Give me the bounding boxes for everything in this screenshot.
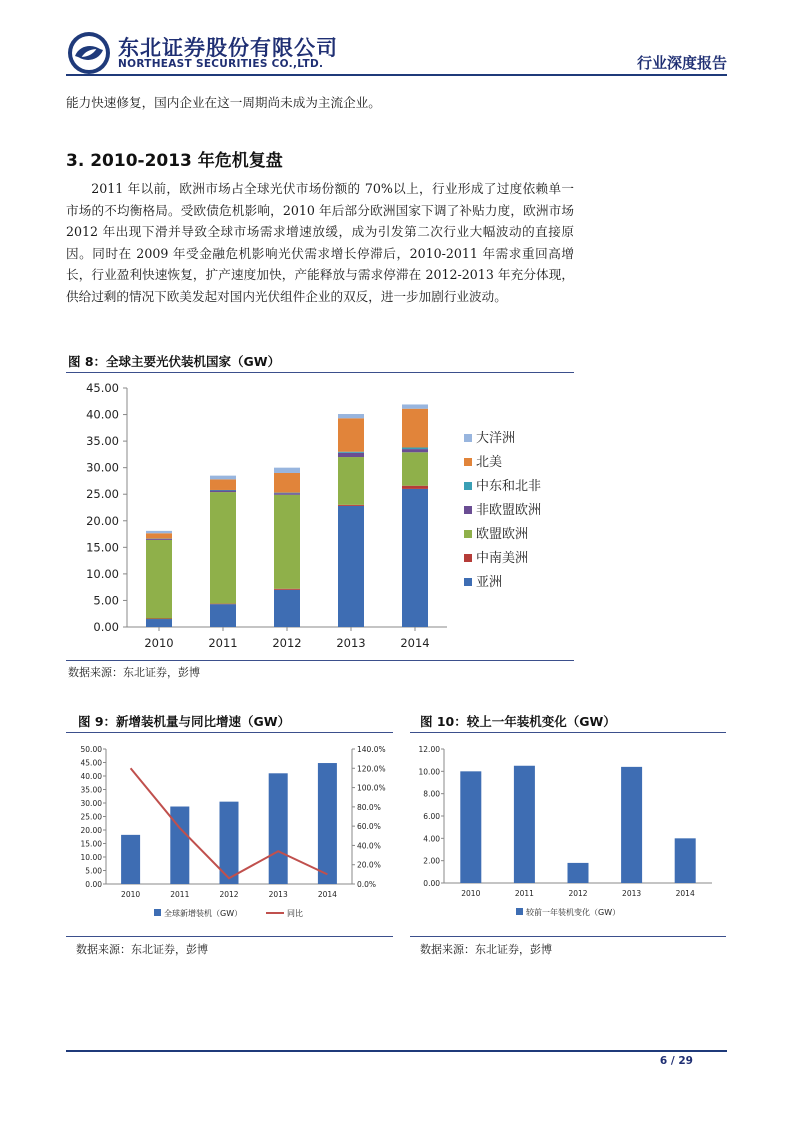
fig8-ytick-label: 30.00 xyxy=(86,460,119,475)
fig8-legend-label: 亚洲 xyxy=(476,575,503,590)
fig10-xtick-label: 2013 xyxy=(622,889,642,898)
fig10-xtick-label: 2014 xyxy=(675,889,695,898)
fig8-bar-segment xyxy=(146,533,172,538)
fig10-top-rule xyxy=(410,732,726,733)
fig8-ytick-label: 25.00 xyxy=(86,487,119,502)
fig8-bar-segment xyxy=(402,447,428,449)
page-number: 6 / 29 xyxy=(659,1055,693,1067)
fig9-bottom-rule xyxy=(66,936,393,937)
header-rule xyxy=(66,74,727,76)
fig9-bar xyxy=(318,763,337,884)
fig10-bar xyxy=(514,766,535,883)
fig9-y2tick-label: 0.0% xyxy=(357,880,377,889)
fig9-xtick-label: 2014 xyxy=(317,890,337,899)
fig9-ytick-label: 10.00 xyxy=(80,853,102,862)
fig9-ytick-label: 15.00 xyxy=(80,839,102,849)
fig10-xtick-label: 2011 xyxy=(514,889,534,898)
fig9-legend-label-bar: 全球新增装机（GW） xyxy=(164,909,243,918)
fig9-top-rule xyxy=(66,732,393,733)
fig8-legend-swatch xyxy=(464,530,472,538)
fig10-chart xyxy=(410,735,726,935)
fig9-xtick-label: 2011 xyxy=(170,890,190,899)
fig9-ytick-label: 20.00 xyxy=(80,826,102,835)
fig8-bar-segment xyxy=(274,590,300,627)
fig8-source: 数据来源：东北证券，彭博 xyxy=(68,666,200,679)
fig9-ytick-label: 50.00 xyxy=(80,745,102,754)
fig10-title: 图 10：较上一年装机变化（GW） xyxy=(420,714,616,729)
fig9-bar xyxy=(269,773,288,884)
fig9-ytick-label: 35.00 xyxy=(80,785,102,795)
fig8-ytick-label: 10.00 xyxy=(86,566,119,581)
fig8-legend-swatch xyxy=(464,482,472,490)
fig8-ytick-label: 5.00 xyxy=(93,593,119,608)
body-paragraph: 2011 年以前，欧洲市场占全球光伏市场份额的 70%以上，行业形成了过度依赖单一市场的不均衡格局。受欧债危机影响，2010 年后部分欧洲国家下调了补贴力度，欧洲市场 2012 年出现下滑并导致全球市场需求增速放缓，成为引发第二次行业大幅波动的直接原因。同时在 2009 年受金融危机影响光伏需求增长停滞后，2010-2011 年需求重回高增长，行业盈利快速恢复，扩产速度加快，产能释放与需求停滞在 2012-2013 年充分体现，供给过剩的情况下欧美发起对国内光伏组件企业的双反，进一步加剧行业波动。 xyxy=(66,181,574,304)
fig10-ytick-label: 10.00 xyxy=(418,767,440,777)
fig9-source: 数据来源：东北证券，彭博 xyxy=(76,943,208,956)
fig8-bar-segment xyxy=(210,604,236,605)
footer-rule xyxy=(66,1050,727,1052)
fig8-bar-segment xyxy=(274,589,300,590)
fig8-bar-segment xyxy=(338,414,364,418)
fig10-bar xyxy=(621,767,642,883)
company-logo xyxy=(66,30,112,76)
fig9-y2tick-label: 60.0% xyxy=(357,822,381,832)
fig8-bar-segment xyxy=(402,489,428,627)
fig8-xtick-label: 2011 xyxy=(208,636,238,650)
fig8-bar-segment xyxy=(402,409,428,448)
fig8-title: 图 8：全球主要光伏装机国家（GW） xyxy=(68,354,281,369)
fig8-bar-segment xyxy=(210,491,236,493)
fig10-ytick-label: 0.00 xyxy=(423,879,440,888)
fig8-xtick-label: 2010 xyxy=(144,636,174,650)
section-title: 3. 2010-2013 年危机复盘 xyxy=(66,151,283,171)
intro-line: 能力快速修复，国内企业在这一周期尚未成为主流企业。 xyxy=(66,95,381,110)
fig8-legend-swatch xyxy=(464,506,472,514)
fig9-ytick-label: 45.00 xyxy=(80,758,102,768)
fig8-chart xyxy=(66,374,574,658)
fig10-source: 数据来源：东北证券，彭博 xyxy=(420,943,552,956)
company-name-cn: 东北证券股份有限公司 xyxy=(118,36,338,60)
fig8-bar-segment xyxy=(274,493,300,495)
fig9-legend-swatch-bar xyxy=(154,909,161,916)
fig9-xtick-label: 2012 xyxy=(219,890,239,899)
fig10-ytick-label: 8.00 xyxy=(423,789,440,799)
fig10-ytick-label: 2.00 xyxy=(423,856,440,866)
fig8-bar-segment xyxy=(146,619,172,620)
fig9-ytick-label: 5.00 xyxy=(85,866,102,876)
fig8-legend-label: 中东和北非 xyxy=(476,479,542,494)
fig8-bar-segment xyxy=(146,531,172,533)
fig8-ytick-label: 45.00 xyxy=(86,381,119,395)
fig10-bar xyxy=(460,771,481,883)
fig8-bar-segment xyxy=(210,479,236,490)
fig10-xtick-label: 2010 xyxy=(461,889,481,898)
fig10-ytick-label: 12.00 xyxy=(418,745,440,754)
fig9-y2tick-label: 140.0% xyxy=(357,745,386,754)
fig9-bar xyxy=(121,835,140,884)
fig8-bar-segment xyxy=(210,490,236,491)
fig9-y2tick-label: 40.0% xyxy=(357,841,381,851)
fig8-bar-segment xyxy=(402,452,428,485)
fig8-bar-segment xyxy=(146,540,172,619)
fig8-top-rule xyxy=(66,372,574,373)
fig8-bar-segment xyxy=(402,486,428,489)
fig8-ytick-label: 15.00 xyxy=(86,540,119,555)
fig10-bar xyxy=(675,838,696,883)
fig10-legend-swatch xyxy=(516,908,523,915)
fig10-bar xyxy=(568,863,589,883)
fig8-legend-label: 大洋洲 xyxy=(476,431,516,446)
fig9-ytick-label: 40.00 xyxy=(80,772,102,781)
fig8-legend-swatch xyxy=(464,554,472,562)
fig10-bottom-rule xyxy=(410,936,726,937)
fig9-chart xyxy=(66,735,393,935)
fig8-bar-segment xyxy=(338,453,364,457)
fig8-legend-swatch xyxy=(464,578,472,586)
fig9-ytick-label: 30.00 xyxy=(80,799,102,808)
fig8-bar-segment xyxy=(274,495,300,589)
fig9-y2tick-label: 100.0% xyxy=(357,783,386,793)
fig9-y2tick-label: 20.0% xyxy=(357,860,381,870)
fig8-bottom-rule xyxy=(66,660,574,661)
fig9-xtick-label: 2013 xyxy=(268,890,288,899)
fig8-bar-segment xyxy=(146,619,172,627)
fig8-bar-segment xyxy=(210,492,236,604)
fig9-legend-label-line: 同比 xyxy=(287,909,303,918)
fig8-xtick-label: 2014 xyxy=(400,636,430,650)
fig9-xtick-label: 2010 xyxy=(121,890,141,899)
fig10-ytick-label: 6.00 xyxy=(423,812,440,821)
fig8-bar-segment xyxy=(338,457,364,505)
fig8-ytick-label: 20.00 xyxy=(86,513,119,528)
fig8-legend-label: 非欧盟欧洲 xyxy=(476,503,542,518)
fig8-legend-swatch xyxy=(464,434,472,442)
fig9-title: 图 9：新增装机量与同比增速（GW） xyxy=(78,714,291,729)
fig8-bar-segment xyxy=(274,473,300,493)
report-type: 行业深度报告 xyxy=(636,54,727,72)
fig8-bar-segment xyxy=(402,404,428,408)
fig8-bar-segment xyxy=(338,505,364,506)
fig8-ytick-label: 35.00 xyxy=(86,434,119,449)
fig8-bar-segment xyxy=(338,506,364,627)
fig9-ytick-label: 0.00 xyxy=(85,880,102,889)
fig8-xtick-label: 2013 xyxy=(336,636,366,650)
fig8-bar-segment xyxy=(402,449,428,452)
fig8-bar-segment xyxy=(210,476,236,480)
fig8-bar-segment xyxy=(338,418,364,451)
fig10-legend-label: 较前一年装机变化（GW） xyxy=(526,908,621,917)
fig9-y2tick-label: 120.0% xyxy=(357,764,386,774)
fig8-legend-label: 欧盟欧洲 xyxy=(476,527,529,542)
fig8-bar-segment xyxy=(210,604,236,627)
company-name-en: NORTHEAST SECURITIES CO.,LTD. xyxy=(118,58,324,70)
fig8-bar-segment xyxy=(146,539,172,540)
fig8-legend-swatch xyxy=(464,458,472,466)
fig8-bar-segment xyxy=(274,468,300,473)
fig9-bar xyxy=(170,807,189,884)
fig10-ytick-label: 4.00 xyxy=(423,834,440,844)
fig8-bar-segment xyxy=(274,493,300,494)
fig8-bar-segment xyxy=(338,452,364,453)
fig8-xtick-label: 2012 xyxy=(272,636,302,650)
fig9-ytick-label: 25.00 xyxy=(80,812,102,822)
fig8-ytick-label: 40.00 xyxy=(86,407,119,422)
fig8-ytick-label: 0.00 xyxy=(93,620,119,634)
fig10-xtick-label: 2012 xyxy=(568,889,588,898)
fig8-legend-label: 中南美洲 xyxy=(476,551,529,566)
fig9-y2tick-label: 80.0% xyxy=(357,802,381,812)
fig8-legend-label: 北美 xyxy=(476,455,503,470)
